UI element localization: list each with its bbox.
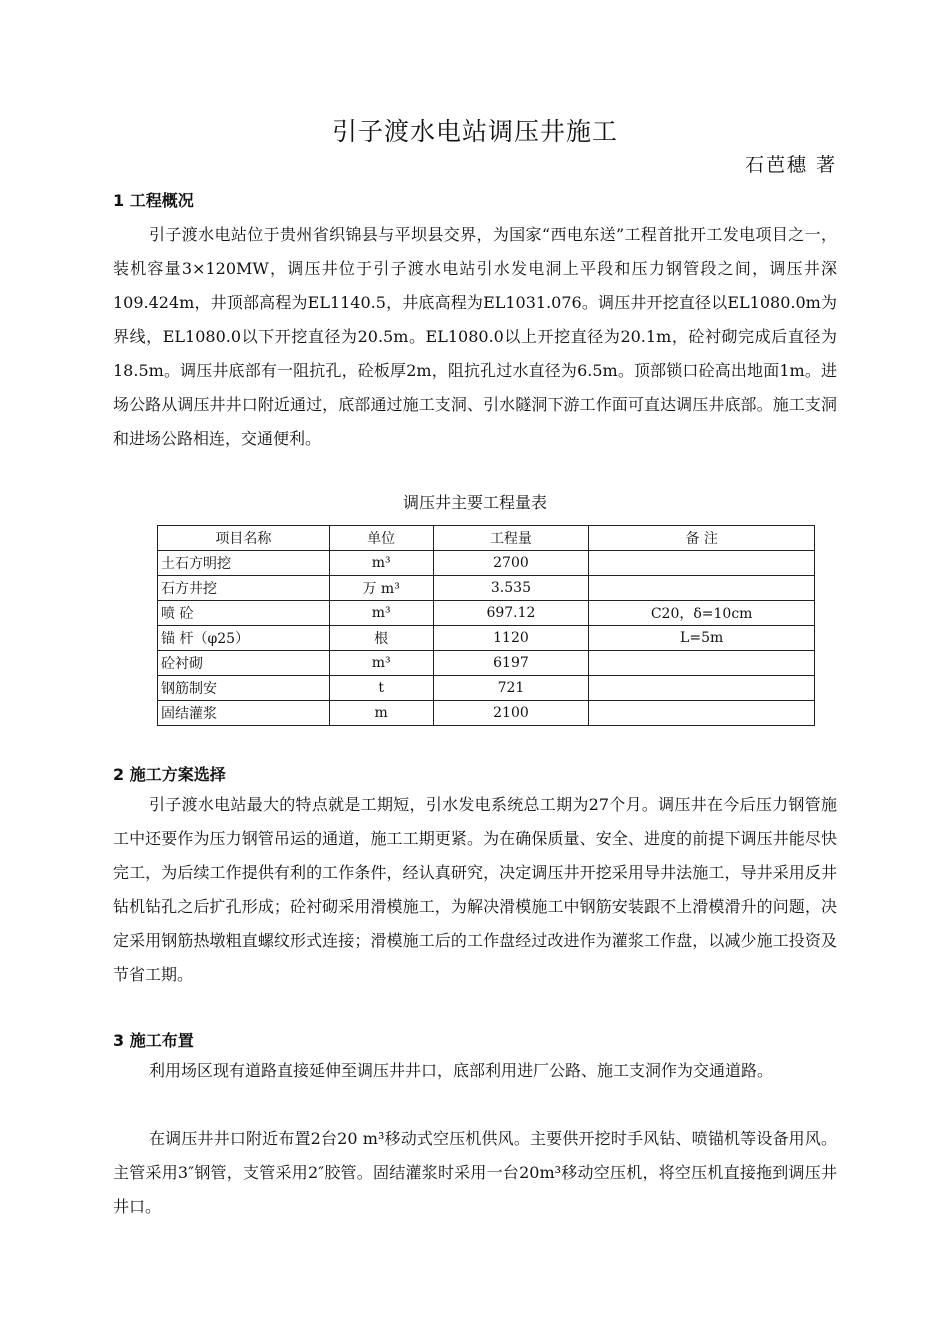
table-row [158,676,815,701]
table-cell: m³ [329,651,433,676]
table-cell: 钢筋制安 [158,676,330,701]
table-header-row [158,526,815,551]
table-cell: m³ [329,551,433,576]
table-cell [589,576,815,601]
table-row [158,651,815,676]
section-3-paragraph-1: 利用场区现有道路直接延伸至调压井井口，底部利用进厂公路、施工支洞作为交通道路。 [149,1061,774,1080]
section-heading-3: 3 施工布置 [113,1031,194,1050]
table-cell: 喷 砼 [158,601,330,626]
table-cell: 2700 [433,551,589,576]
table-cell [589,676,815,701]
table-cell: 土石方明挖 [158,551,330,576]
section-2-paragraph: 引子渡水电站最大的特点就是工期短，引水发电系统总工期为27个月。调压井在今后压力钢管施工中还要作为压力钢管吊运的通道，施工工期更紧。为在确保质量、安全、进度的前提下调压井能尽快完工，为后续工作提供有利的工作条件，经认真研究，决定调压井开挖采用导井法施工，导井采用反井钻机钻孔之后扩孔形成；砼衬砌采用滑模施工，为解决滑模施工中钢筋安装跟不上滑模滑升的问题，决定采用钢筋热墩粗直螺纹形式连接；滑模施工后的工作盘经过改进作为灌浆工作盘，以减少施工投资及节省工期。 [113,795,837,984]
table-cell [589,701,815,726]
table-cell: L=5m [589,626,815,651]
table-header-cell: 项目名称 [158,526,330,551]
author-line: 石芭穗 著 [744,154,837,176]
table-cell [589,551,815,576]
table-cell: 1120 [433,626,589,651]
table-cell: t [329,676,433,701]
table-cell: 万 m³ [329,576,433,601]
table-cell: m³ [329,601,433,626]
table-cell: 根 [329,626,433,651]
document-title: 引子渡水电站调压井施工 [331,117,618,146]
section-1-paragraph: 引子渡水电站位于贵州省织锦县与平坝县交界，为国家“西电东送”工程首批开工发电项目之一，装机容量3×120MW，调压井位于引子渡水电站引水发电洞上平段和压力钢管段之间，调压井深109.424m，井顶部高程为EL1140.5，井底高程为EL1031.076。调压井开挖直径以EL1080.0m为界线，EL1080.0以下开挖直径为20.5m。EL1080.0以上开挖直径为20.1m，砼衬砌完成后直径为18.5m。调压井底部有一阻抗孔，砼板厚2m，阻抗孔过水直径为6.5m。顶部锁口砼高出地面1m。进场公路从调压井井口附近通过，底部通过施工支洞、引水隧洞下游工作面可直达调压井底部。施工支洞和进场公路相连，交通便利。 [113,225,837,448]
table-cell: 锚 杆（φ25） [158,626,330,651]
table-cell: 721 [433,676,589,701]
table-row [158,601,815,626]
section-heading-2: 2 施工方案选择 [113,765,226,784]
table-header-cell: 单位 [329,526,433,551]
table-header-cell: 备 注 [589,526,815,551]
quantities-table [157,525,815,726]
table-cell: 砼衬砌 [158,651,330,676]
table-row [158,626,815,651]
table-cell: 6197 [433,651,589,676]
table-cell: 固结灌浆 [158,701,330,726]
table-row [158,551,815,576]
table-cell: m [329,701,433,726]
section-3-paragraph-2: 在调压井井口附近布置2台20 m³移动式空压机供风。主要供开挖时手风钻、喷锚机等设备用风。主管采用3″钢管，支管采用2″胶管。固结灌浆时采用一台20m³移动空压机，将空压机直接拖到调压井井口。 [113,1129,837,1216]
table-caption: 调压井主要工程量表 [402,493,547,512]
section-heading-1: 1 工程概况 [113,191,194,210]
table-header-cell: 工程量 [433,526,589,551]
table-cell: 697.12 [433,601,589,626]
table-row [158,701,815,726]
table-cell: C20，δ=10cm [589,601,815,626]
table-cell [589,651,815,676]
table-row [158,576,815,601]
table-cell: 3.535 [433,576,589,601]
table-cell: 2100 [433,701,589,726]
table-cell: 石方井挖 [158,576,330,601]
